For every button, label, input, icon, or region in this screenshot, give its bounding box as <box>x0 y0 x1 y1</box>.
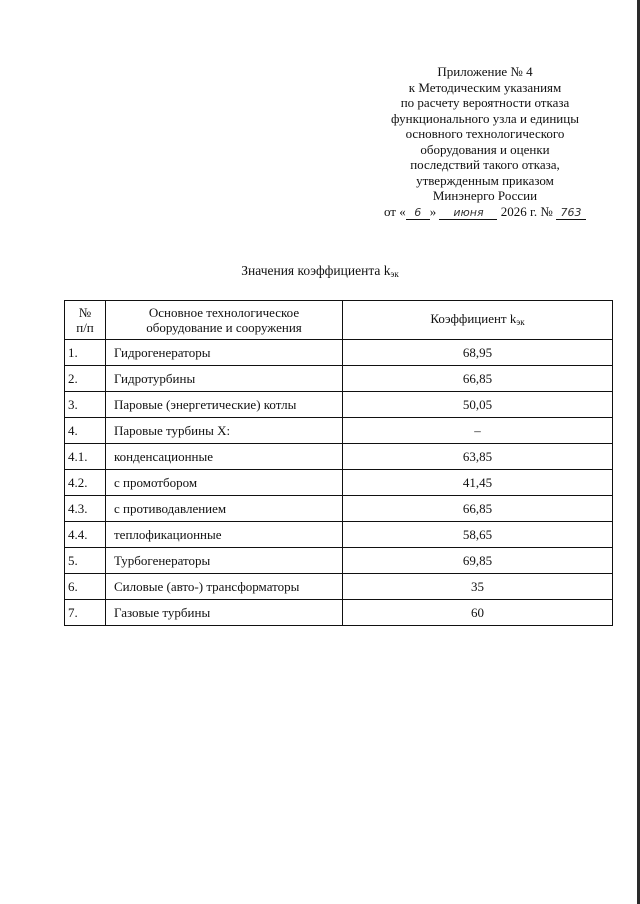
row-name: конденсационные <box>106 444 343 470</box>
row-value: 41,45 <box>343 470 613 496</box>
table-title-text: Значения коэффициента k <box>241 263 391 278</box>
table-row <box>65 340 613 366</box>
table-row <box>65 418 613 444</box>
row-name: теплофикационные <box>106 522 343 548</box>
coefficient-table <box>64 300 613 626</box>
table-title-sub: эк <box>390 269 399 279</box>
row-num: 4.2. <box>65 470 106 496</box>
header-line: последствий такого отказа, <box>410 157 560 172</box>
header-line: утвержденным приказом <box>416 172 554 188</box>
date-mid: » <box>429 203 437 219</box>
table-row <box>65 392 613 418</box>
table-row <box>65 600 613 626</box>
row-value: 66,85 <box>343 496 613 522</box>
date-year: 2026 г. № <box>500 203 553 219</box>
header-num-line1: № <box>78 305 92 320</box>
header-coef <box>343 301 613 340</box>
table-row <box>65 522 613 548</box>
row-num: 4.1. <box>65 444 106 470</box>
row-name: Паровые (энергетические) котлы <box>106 392 343 418</box>
row-name: с противодавлением <box>106 496 343 522</box>
row-value: 69,85 <box>343 548 613 574</box>
row-name: Паровые турбины X: <box>106 418 343 444</box>
row-value: – <box>343 418 613 444</box>
row-num: 4.3. <box>65 496 106 522</box>
row-name: Газовые турбины <box>106 600 343 626</box>
row-name: Гидротурбины <box>106 366 343 392</box>
header-coef-text: Коэффициент k <box>430 310 517 326</box>
row-name: Гидрогенераторы <box>106 340 343 366</box>
row-name: Турбогенераторы <box>106 548 343 574</box>
table-header-row <box>65 301 613 340</box>
row-num: 4.4. <box>65 522 106 548</box>
date-month: июня <box>439 206 497 220</box>
row-num: 2. <box>65 366 106 392</box>
row-num: 3. <box>65 392 106 418</box>
header-num <box>65 301 106 340</box>
row-value: 66,85 <box>343 366 613 392</box>
header-line: Минэнерго России <box>432 188 538 203</box>
header-line: функционального узла и единицы <box>391 110 579 126</box>
table-row <box>65 574 613 600</box>
date-line <box>340 204 630 220</box>
row-value: 58,65 <box>343 522 613 548</box>
header-num-line2: п/п <box>76 320 94 335</box>
table-row <box>65 548 613 574</box>
table-row <box>65 470 613 496</box>
row-value: 63,85 <box>343 444 613 470</box>
row-num: 4. <box>65 418 106 444</box>
table-row <box>65 366 613 392</box>
header-line: основного технологического <box>405 126 565 141</box>
row-value: 50,05 <box>343 392 613 418</box>
header-line: по расчету вероятности отказа <box>400 95 570 110</box>
row-num: 7. <box>65 600 106 626</box>
row-name: Силовые (авто-) трансформаторы <box>106 574 343 600</box>
header-coef-sub: эк <box>516 316 525 327</box>
header-line: к Методическим указаниям <box>408 79 562 95</box>
order-number: 763 <box>556 206 586 220</box>
row-name: с промотбором <box>106 470 343 496</box>
date-day: 6 <box>406 206 430 220</box>
appendix-header <box>340 64 630 220</box>
row-value: 68,95 <box>343 340 613 366</box>
table-row <box>65 496 613 522</box>
row-value: 60 <box>343 600 613 626</box>
header-name-line2: оборудование и сооружения <box>146 320 302 335</box>
date-prefix: от « <box>383 203 406 219</box>
table-title <box>0 263 640 279</box>
row-num: 5. <box>65 548 106 574</box>
header-line: оборудования и оценки <box>420 141 550 157</box>
row-num: 6. <box>65 574 106 600</box>
header-line: Приложение № 4 <box>437 64 533 79</box>
table-row <box>65 444 613 470</box>
row-value: 35 <box>343 574 613 600</box>
header-name-line1: Основное технологическое <box>148 305 300 320</box>
row-num: 1. <box>65 340 106 366</box>
header-name <box>106 301 343 340</box>
